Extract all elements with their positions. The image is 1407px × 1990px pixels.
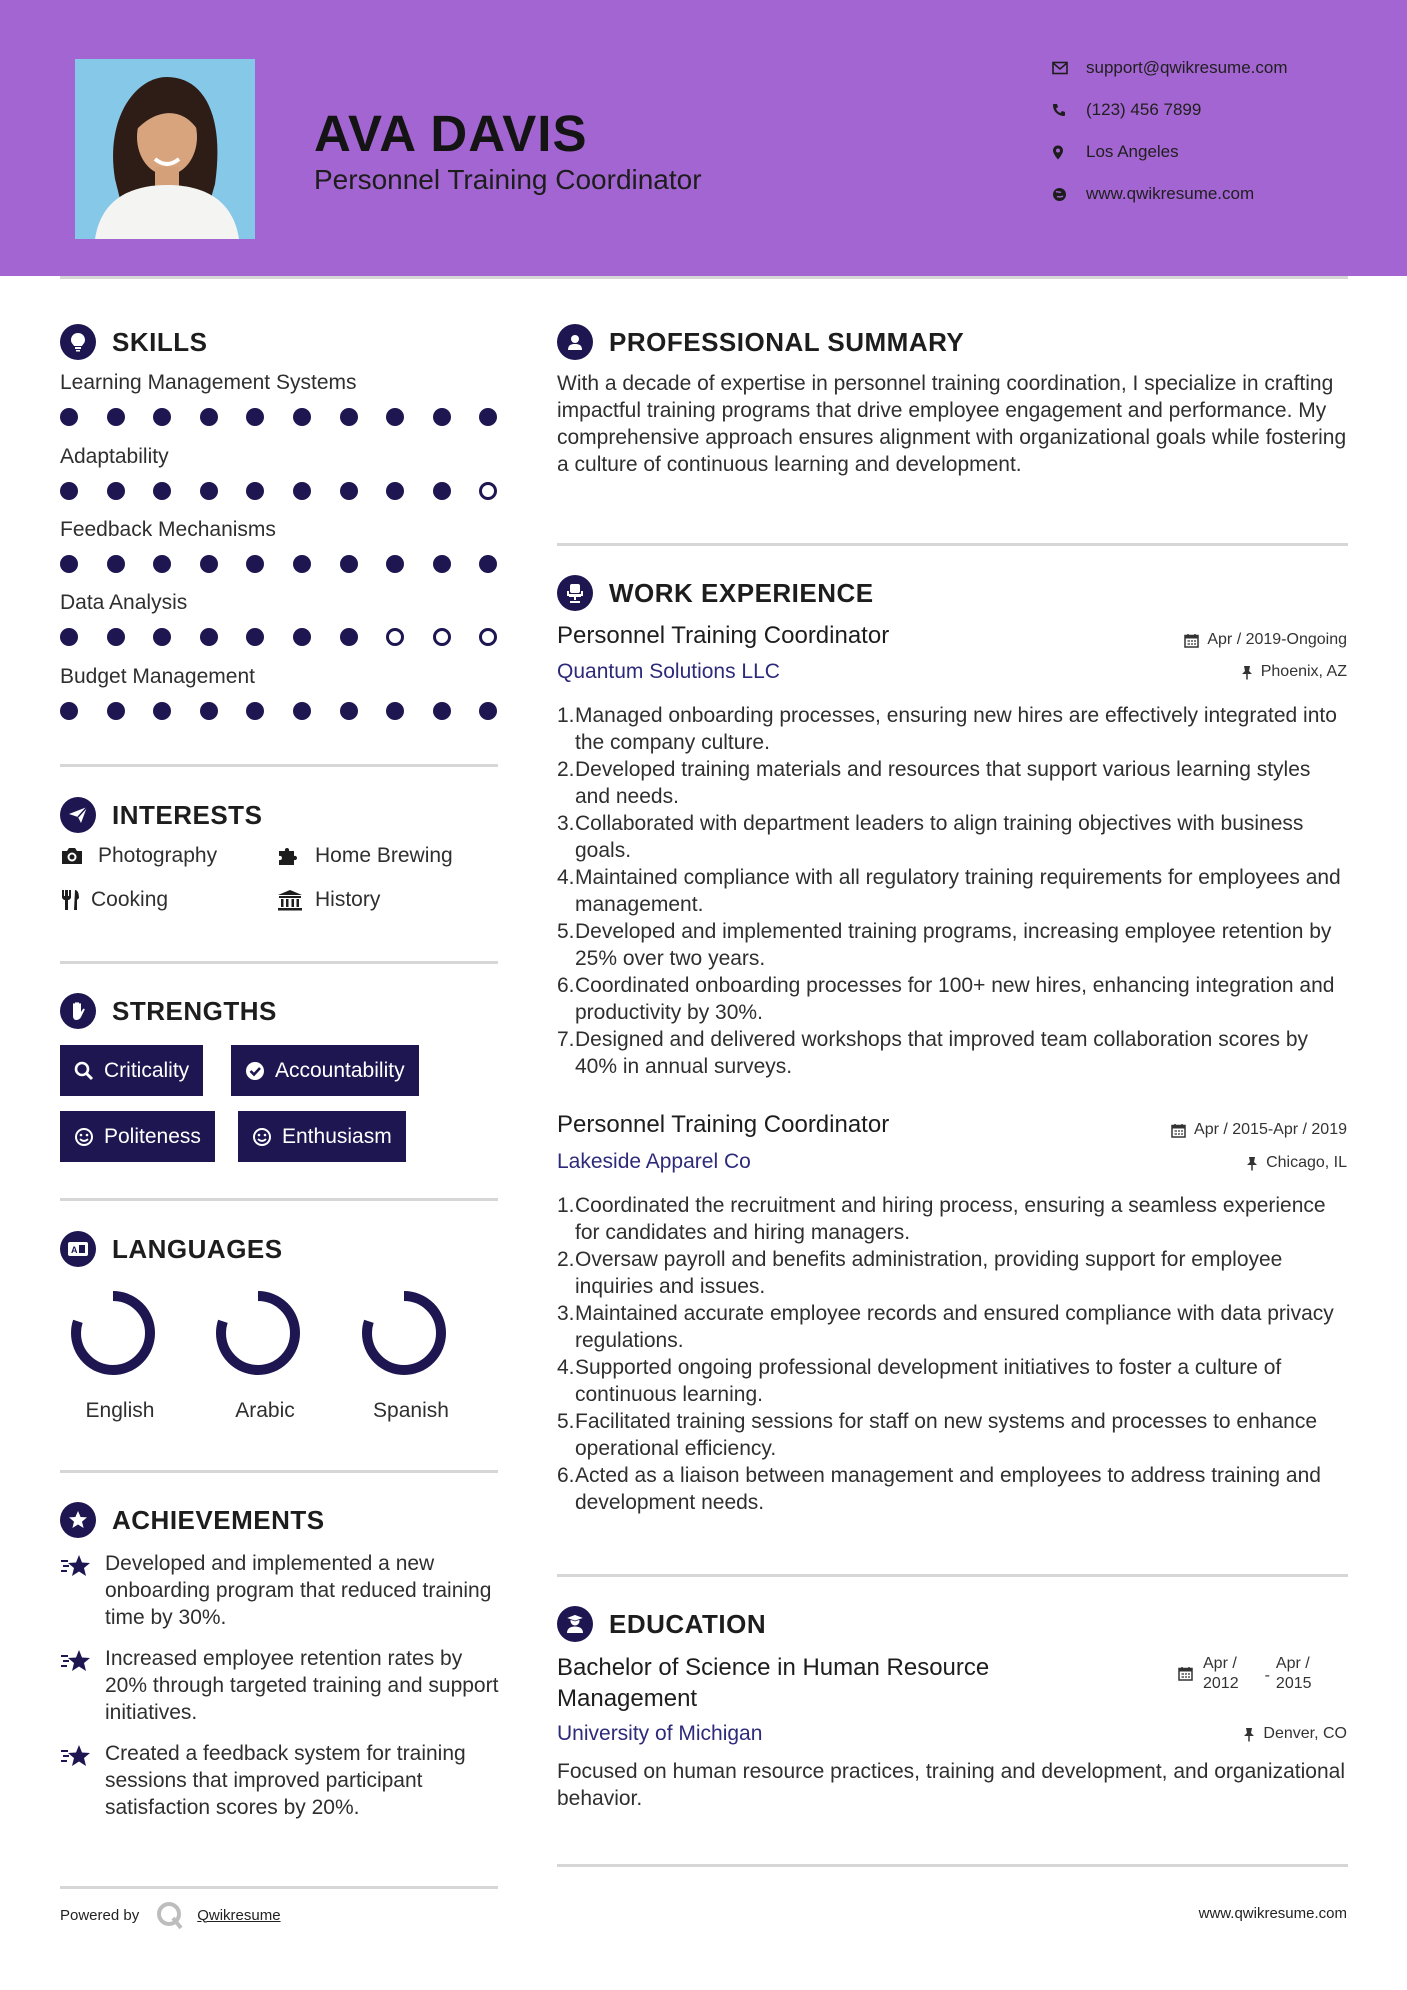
rating-dot-filled	[433, 408, 451, 426]
rating-dot-filled	[60, 482, 78, 500]
skill-label: Adaptability	[60, 445, 169, 468]
strength-tag-politeness: Politeness	[60, 1111, 215, 1162]
lightbulb-icon	[60, 324, 96, 360]
phone-icon	[1052, 103, 1086, 117]
job-bullet: 5. Facilitated training sessions for staff on new systems and processes to enhance operational efficiency.	[557, 1410, 1318, 1460]
rating-dot-empty	[479, 482, 497, 500]
job-title: Personnel Training Coordinator	[557, 1111, 890, 1138]
rating-dot-filled	[293, 555, 311, 573]
achievements-heading: ACHIEVEMENTS	[60, 1502, 325, 1538]
language-level-arc	[221, 1296, 295, 1370]
job-bullets	[557, 702, 1347, 1080]
calendar-icon	[1171, 1123, 1186, 1138]
pushpin-icon	[1246, 1156, 1258, 1171]
star-icon	[60, 1740, 105, 1821]
rating-dot-filled	[107, 555, 125, 573]
section-divider	[60, 961, 498, 964]
candidate-name: AVA DAVIS	[314, 105, 588, 162]
rating-dot-filled	[433, 555, 451, 573]
pushpin-icon	[1241, 665, 1253, 680]
contact-location: Los Angeles	[1052, 142, 1372, 162]
job-dates: Apr / 2015-Apr / 2019	[1171, 1121, 1347, 1139]
job-bullet: 4. Supported ongoing professional development initiatives to foster a culture of continuous learning.	[557, 1356, 1282, 1406]
job-bullet: 3. Collaborated with department leaders to align training objectives with business goals.	[557, 812, 1304, 862]
rating-dot-filled	[340, 408, 358, 426]
rating-dot-filled	[479, 555, 497, 573]
job-bullet: 6. Acted as a liaison between management and employees to address training and development needs.	[557, 1464, 1321, 1514]
smile-icon	[252, 1127, 272, 1147]
star-badge-icon	[60, 1502, 96, 1538]
rating-dot-filled	[60, 702, 78, 720]
degree-title: Bachelor of Science in Human Resource Management	[557, 1654, 990, 1712]
calendar-icon	[1178, 1654, 1193, 1687]
rating-dot-filled	[340, 628, 358, 646]
rating-dot-filled	[293, 702, 311, 720]
summary-heading: PROFESSIONAL SUMMARY	[557, 324, 964, 360]
rating-dot-empty	[479, 628, 497, 646]
rating-dot-filled	[200, 408, 218, 426]
utensils-icon	[60, 889, 91, 911]
experience-heading: WORK EXPERIENCE	[557, 575, 874, 611]
job-title: Personnel Training Coordinator	[557, 622, 890, 649]
profile-photo	[75, 59, 255, 239]
rating-dot-filled	[246, 702, 264, 720]
rating-dot-filled	[107, 482, 125, 500]
rating-dot-filled	[386, 482, 404, 500]
qwikresume-link[interactable]: Qwikresume	[197, 1906, 281, 1924]
map-pin-icon	[1052, 145, 1086, 160]
rating-dot-filled	[200, 702, 218, 720]
job-bullet: 1. Coordinated the recruitment and hiring process, ensuring a seamless experience for candidates and hiring managers.	[557, 1194, 1326, 1244]
rating-dot-filled	[293, 482, 311, 500]
section-divider	[557, 543, 1348, 546]
rating-dot-filled	[293, 628, 311, 646]
rating-dot-filled	[386, 702, 404, 720]
translate-icon	[60, 1231, 96, 1267]
rating-dot-empty	[386, 628, 404, 646]
job-bullet: 5. Developed and implemented training programs, increasing employee retention by 25% over two years.	[557, 920, 1332, 970]
pushpin-icon	[1243, 1727, 1255, 1742]
summary-text: With a decade of expertise in personnel training coordination, I specialize in crafting impactful training programs that drive employee engagement and performance. My comprehensive approach ensures alignment with organizational goals while fostering a culture of continuous learning and development.	[557, 372, 1347, 476]
rating-dot-filled	[246, 482, 264, 500]
chair-icon	[557, 575, 593, 611]
skills-heading: SKILLS	[60, 324, 207, 360]
rating-dot-filled	[246, 408, 264, 426]
job-location: Chicago, IL	[1246, 1154, 1347, 1172]
rating-dot-filled	[153, 702, 171, 720]
language-ring-spanish	[359, 1288, 449, 1383]
skill-label: Budget Management	[60, 665, 255, 688]
language-level-arc	[367, 1296, 441, 1370]
rating-dot-filled	[200, 555, 218, 573]
envelope-icon	[1052, 61, 1086, 75]
job-bullet: 2. Developed training materials and resources that support various learning styles and needs.	[557, 758, 1311, 808]
company-name: Quantum Solutions LLC	[557, 660, 780, 683]
education-description: Focused on human resource practices, training and development, and organizational behavior.	[557, 1760, 1345, 1810]
strength-tag-criticality: Criticality	[60, 1045, 203, 1096]
interests-heading: INTERESTS	[60, 797, 262, 833]
check-circle-icon	[245, 1061, 265, 1081]
interest-cooking: Cooking	[60, 888, 168, 912]
rating-dot-filled	[60, 555, 78, 573]
rating-dot-filled	[433, 702, 451, 720]
rating-dot-filled	[60, 628, 78, 646]
qwikresume-logo-icon	[155, 1900, 185, 1930]
rating-dot-filled	[153, 482, 171, 500]
rating-dot-filled	[153, 555, 171, 573]
job-bullet: 3. Maintained accurate employee records and ensured compliance with data privacy regulations.	[557, 1302, 1334, 1352]
job-location: Phoenix, AZ	[1241, 663, 1347, 681]
header-divider	[60, 276, 1348, 279]
education-dates: Apr / 2012 - Apr / 2015	[1178, 1654, 1312, 1694]
globe-icon	[1052, 187, 1086, 202]
user-icon	[557, 324, 593, 360]
rating-dot-filled	[107, 628, 125, 646]
interest-history: History	[277, 888, 380, 912]
rating-dot-filled	[340, 555, 358, 573]
rating-dot-filled	[200, 628, 218, 646]
rating-dot-filled	[433, 482, 451, 500]
rating-dot-filled	[479, 408, 497, 426]
smile-icon	[74, 1127, 94, 1147]
calendar-icon	[1184, 633, 1199, 648]
achievement-item: Increased employee retention rates by 20% through targeted training and support initiatives.	[60, 1645, 500, 1726]
hand-icon	[60, 993, 96, 1029]
strength-tag-enthusiasm: Enthusiasm	[238, 1111, 406, 1162]
skill-label: Feedback Mechanisms	[60, 518, 276, 541]
education-heading: EDUCATION	[557, 1606, 766, 1642]
rating-dot-filled	[340, 482, 358, 500]
language-label: English	[85, 1399, 155, 1422]
skill-label: Data Analysis	[60, 591, 188, 614]
language-label: Arabic	[235, 1399, 295, 1422]
paper-plane-icon	[60, 797, 96, 833]
institution-icon	[277, 889, 315, 911]
section-divider	[60, 1886, 498, 1889]
puzzle-icon	[277, 845, 315, 867]
header-banner	[0, 0, 1407, 276]
section-divider	[60, 764, 498, 767]
achievement-item: Developed and implemented a new onboarding program that reduced training time by 30%.	[60, 1550, 500, 1631]
job-bullet: 4. Maintained compliance with all regulatory training requirements for employees and management.	[557, 866, 1341, 916]
rating-dot-filled	[386, 555, 404, 573]
star-icon	[60, 1550, 105, 1631]
section-divider	[557, 1574, 1348, 1577]
language-ring-arabic	[213, 1288, 303, 1383]
strengths-heading: STRENGTHS	[60, 993, 277, 1029]
education-location: Denver, CO	[1243, 1725, 1347, 1743]
camera-icon	[60, 846, 98, 866]
job-bullets	[557, 1192, 1347, 1516]
rating-dot-filled	[153, 628, 171, 646]
job-bullet: 6. Coordinated onboarding processes for 100+ new hires, enhancing integration and productivity by 30%.	[557, 974, 1335, 1024]
school-name: University of Michigan	[557, 1722, 763, 1745]
search-icon	[74, 1061, 94, 1081]
interest-photography: Photography	[60, 844, 217, 868]
achievement-item: Created a feedback system for training sessions that improved participant satisfaction scores by 20%.	[60, 1740, 500, 1821]
rating-dot-filled	[200, 482, 218, 500]
svg-text:A: A	[71, 1245, 78, 1255]
rating-dot-filled	[246, 628, 264, 646]
rating-dot-filled	[60, 408, 78, 426]
language-level-arc	[76, 1296, 150, 1370]
section-divider	[60, 1198, 498, 1201]
contact-email[interactable]: support@qwikresume.com	[1052, 58, 1372, 78]
job-bullet: 2. Oversaw payroll and benefits administration, providing support for employee inquiries and issues.	[557, 1248, 1283, 1298]
job-bullet: 7. Designed and delivered workshops that improved team collaboration scores by 40% in annual surveys.	[557, 1028, 1309, 1078]
star-icon	[60, 1645, 105, 1726]
graduate-icon	[557, 1606, 593, 1642]
footer-url[interactable]: www.qwikresume.com	[1198, 1905, 1347, 1922]
rating-dot-filled	[153, 408, 171, 426]
contact-phone[interactable]: (123) 456 7899	[1052, 100, 1372, 120]
strength-tag-accountability: Accountability	[231, 1045, 419, 1096]
interest-home-brewing: Home Brewing	[277, 844, 453, 868]
section-divider	[60, 1470, 498, 1473]
rating-dot-filled	[107, 408, 125, 426]
job-dates: Apr / 2019-Ongoing	[1184, 631, 1347, 649]
language-label: Spanish	[373, 1399, 449, 1422]
rating-dot-empty	[433, 628, 451, 646]
rating-dot-filled	[107, 702, 125, 720]
section-divider	[557, 1864, 1348, 1867]
rating-dot-filled	[246, 555, 264, 573]
job-bullet: 1. Managed onboarding processes, ensuring new hires are effectively integrated into the company culture.	[557, 704, 1337, 754]
contact-website[interactable]: www.qwikresume.com	[1052, 184, 1372, 204]
rating-dot-filled	[479, 702, 497, 720]
candidate-title: Personnel Training Coordinator	[314, 164, 702, 195]
rating-dot-filled	[293, 408, 311, 426]
company-name: Lakeside Apparel Co	[557, 1150, 751, 1173]
rating-dot-filled	[340, 702, 358, 720]
skill-label: Learning Management Systems	[60, 371, 357, 394]
rating-dot-filled	[386, 408, 404, 426]
footer-powered-by: Powered by Qwikresume	[60, 1900, 281, 1930]
language-ring-english	[68, 1288, 158, 1383]
languages-heading: A LANGUAGES	[60, 1231, 283, 1267]
